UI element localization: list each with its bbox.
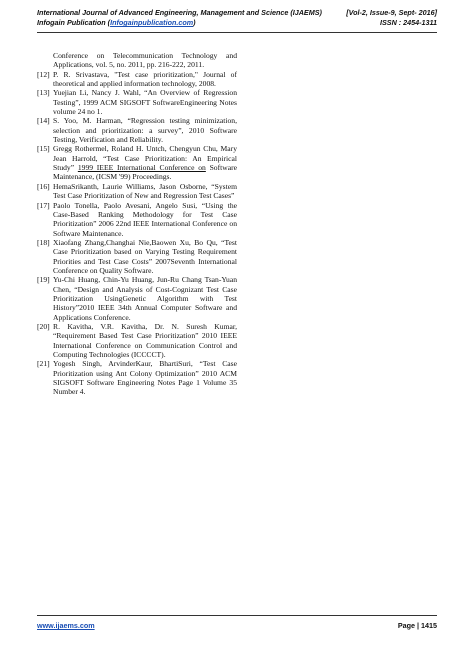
reference-item	[37, 144, 237, 181]
reference-text: Paolo Tonella, Paolo Avesani, Angelo Susi, “Using the Case-Based Ranking Methodology for Test Case Prioritization” 2006 22nd IEEE International Conference on Software Maintenance.	[53, 200, 237, 238]
reference-list	[37, 51, 237, 397]
reference-number: [18]	[37, 237, 50, 247]
reference-number: [20]	[37, 321, 50, 331]
reference-underlined-text: 1999 IEEE International Conference on	[77, 163, 206, 173]
reference-number: [15]	[37, 144, 50, 154]
reference-number	[37, 51, 53, 70]
publisher	[37, 18, 196, 28]
header-line-1	[37, 8, 437, 18]
issn: ISSN : 2454-1311	[379, 18, 437, 27]
reference-text: R. Kavitha, V.R. Kavitha, Dr. N. Suresh Kumar, “Requirement Based Test Case Prioritization” 2010 IEEE International Conference on Communication Control and Computing Technologies (ICCCCT).	[53, 321, 237, 359]
reference-text: Yogesh Singh, ArvinderKaur, BhartiSuri, “Test Case Prioritization using Ant Colony Optimization” 2010 ACM SIGSOFT Software Engineering Notes Page 1 Volume 35 Number 4.	[53, 359, 237, 397]
header-rule	[37, 32, 437, 33]
reference-number: [13]	[37, 88, 50, 98]
reference-item	[37, 70, 237, 89]
reference-item	[37, 88, 237, 116]
reference-item	[37, 201, 237, 238]
footer-rule	[37, 615, 437, 616]
reference-text-part: Gregg Rothermel, Roland H. Untch, Chengyun Chu, Mary Jean Harrold, “Test Case Prioritization: An Empirical Study”	[53, 144, 237, 173]
reference-item	[37, 238, 237, 275]
reference-item	[37, 116, 237, 144]
reference-text: Yuejian Li, Nancy J. Wahl, “An Overview of Regression Testing”, 1999 ACM SIGSOFT SoftwareEngineering Notes volume 24 no 1.	[53, 88, 237, 117]
page-number: Page | 1415	[397, 621, 437, 630]
reference-text: P. R. Srivastava, "Test case prioritization," Journal of theoretical and applied information technology, 2008.	[53, 69, 237, 89]
journal-title: International Journal of Advanced Engineering, Management and Science (IJAEMS)	[37, 8, 322, 17]
header-line-2	[37, 18, 437, 28]
reference-text-part: Software Maintenance, (ICSM '99) Proceedings.	[53, 163, 237, 182]
reference-text: Conference on Telecommunication Technology and Applications, vol. 5, no. 2011, pp. 216-222, 2011.	[53, 51, 237, 70]
reference-number: [21]	[37, 359, 50, 369]
reference-text: HemaSrikanth, Laurie Williams, Jason Osborne, “System Test Case Prioritization of New and Regression Test Cases”	[53, 181, 237, 201]
reference-number: [12]	[37, 69, 50, 79]
page-header	[37, 8, 437, 50]
reference-text	[53, 144, 237, 181]
reference-item	[37, 322, 237, 359]
reference-text: S. Yoo, M. Harman, “Regression testing minimization, selection and prioritization: a survey”, 2010 Software Testing, Verification and Reliability.	[53, 116, 237, 145]
issue-info: [Vol-2, Issue-9, Sept- 2016]	[346, 8, 437, 17]
reference-number: [19]	[37, 275, 50, 285]
reference-text: Yu-Chi Huang, Chin-Yu Huang, Jun-Ru Chang Tsan-Yuan Chen, “Design and Analysis of Cost-Cognizant Test Case Prioritization UsingGenetic Algorithm with Test History”2010 IEEE 34th Annual Computer Software and Applications Conference.	[53, 275, 237, 322]
reference-number: [14]	[37, 116, 50, 126]
reference-number: [17]	[37, 200, 50, 210]
publisher-suffix: )	[193, 18, 196, 27]
reference-item	[37, 275, 237, 322]
reference-number: [16]	[37, 181, 50, 191]
reference-item	[37, 182, 237, 201]
page-footer	[37, 621, 437, 630]
footer-url-link[interactable]: www.ijaems.com	[37, 621, 95, 630]
publisher-link[interactable]: Infogainpublication.com	[110, 18, 194, 27]
reference-item	[37, 51, 237, 70]
reference-text: Xiaofang Zhang,Changhai Nie,Baowen Xu, Bo Qu, “Test Case Prioritization based on Varying Testing Requirement Priorities and Test Case Costs” 2007Seventh International Conference on Quality Software.	[53, 237, 237, 275]
publisher-prefix: Infogain Publication (	[37, 18, 111, 27]
reference-item	[37, 359, 237, 396]
